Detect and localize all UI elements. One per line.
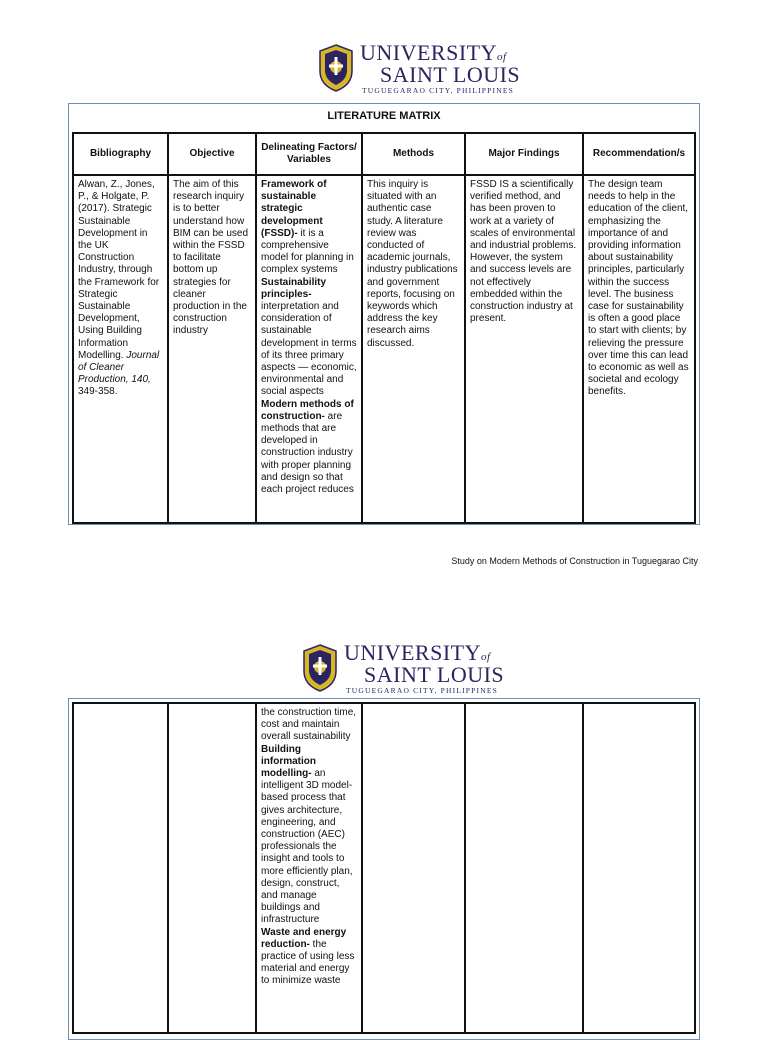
cell-bibliography [73,703,168,1033]
header-recommendations: Recommendation/s [583,133,695,175]
literature-matrix-table-continued [72,702,696,1034]
cell-recommendations [583,703,695,1033]
header-methods: Methods [362,133,465,175]
cell-factors: the construction time, cost and maintain overall sustainability Building information modelling- an intelligent 3D model-based process that gives architecture, engineering, and construction (AEC) professionals the insight and tools to more efficiently plan, design, construct, and manage buildings and infrastructure Waste and energy reduction- the practice of using less material and energy to minimize waste [256,703,362,1033]
factor-fssd: Framework of sustainable strategic development (FSSD)- it is a comprehensive model for planning in complex systems [261,179,354,276]
factor-waste-energy: Waste and energy reduction- the practice of using less material and energy to minimize waste [261,926,355,987]
cell-bibliography: Alwan, Z., Jones, P., & Holgate, P. (2017). Strategic Sustainable Development in the UK Construction Industry, through the Framework for Strategic Sustainable Development, Using Building Information Modelling. Journal of Cleaner Production, 140, 349-358. [73,175,168,523]
cell-objective [168,703,256,1033]
table-header-row [73,133,695,175]
cell-findings [465,703,583,1033]
table-row [73,703,695,1033]
university-seal-icon [316,43,356,93]
cell-factors [256,175,362,523]
matrix-title: LITERATURE MATRIX [327,110,441,122]
university-seal-icon [300,643,340,693]
header-objective: Objective [168,133,256,175]
university-logo: UNIVERSITYof SAINT LOUIS TUGUEGARAO CITY, PHILIPPINES [300,642,504,695]
factor-sustainability: Sustainability principles- interpretation and consideration of sustainable development in terms of its three primary aspects — economic, environmental and social aspects [261,276,357,398]
university-logo: UNIVERSITYof SAINT LOUIS TUGUEGARAO CITY, PHILIPPINES [316,42,520,95]
cell-recommendations: The design team needs to help in the education of the client, emphasizing the importance of and providing information about sustainability principles, particularly within the success level. The business case for sustainability is often a good place to start with clients; by relieving the pressure over time this can lead to economic as well as societal and ecology benefits. [583,175,695,523]
page-2 [0,630,768,1024]
factor-bim: Building information modelling- an intelligent 3D model-based process that gives architecture, engineering, and construction (AEC) professionals the insight and tools to more efficiently plan, design, construct, and manage buildings and infrastructure [261,743,353,926]
header-bibliography: Bibliography [73,133,168,175]
literature-matrix-table [72,132,696,524]
cell-objective: The aim of this research inquiry is to better understand how BIM can be used within the FSSD to facilitate bottom up strategies for cleaner production in the construction industry [168,175,256,523]
header-findings: Major Findings [465,133,583,175]
cell-methods: This inquiry is situated with an authentic case study. A literature review was conducted of academic journals, industry publications and government reports, focusing on keywords which address the key research aims discussed. [362,175,465,523]
cell-findings: FSSD IS a scientifically verified method, and has been proven to work at a variety of scales of environmental and industrial problems. However, the system and success levels are not effectively embedded within the construction industry at present. [465,175,583,523]
factor-mmc: Modern methods of construction- are methods that are developed in construction industry with proper planning and design so that each project reduces [261,398,354,496]
cell-methods [362,703,465,1033]
page-footer: Study on Modern Methods of Construction in Tuguegarao City [451,556,698,566]
table-row [73,175,695,523]
header-factors: Delineating Factors/ Variables [256,133,362,175]
